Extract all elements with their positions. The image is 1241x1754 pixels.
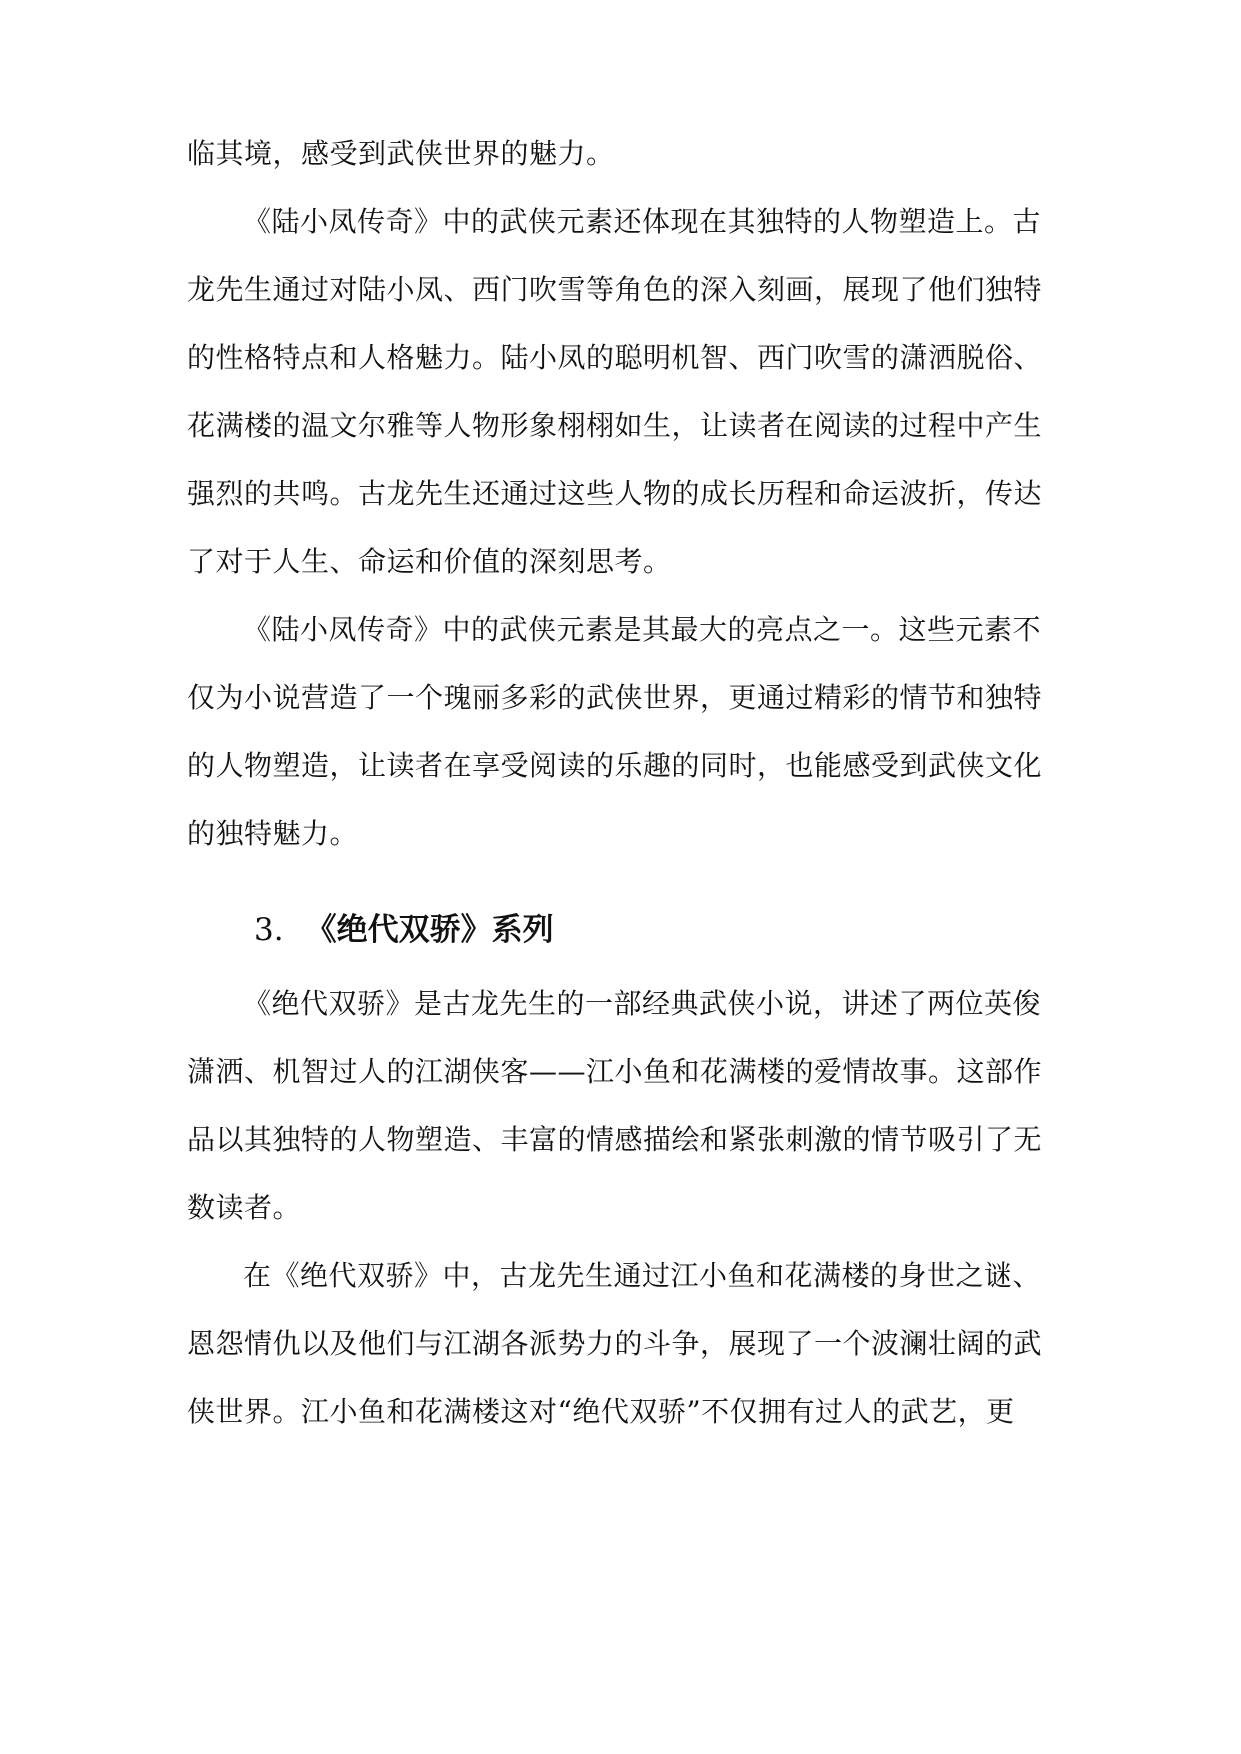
paragraph-line: 《陆小凤传奇》中的武侠元素还体现在其独特的人物塑造上。古 <box>243 205 1042 238</box>
paragraph-line: 在《绝代双骄》中，古龙先生通过江小鱼和花满楼的身世之谜、 <box>243 1259 1042 1292</box>
paragraph-line: 的独特魅力。 <box>187 817 359 850</box>
paragraph-line: 恩怨情仇以及他们与江湖各派势力的斗争，展现了一个波澜壮阔的武 <box>187 1327 1043 1360</box>
paragraph-line: 侠世界。江小鱼和花满楼这对“绝代双骄”不仅拥有过人的武艺，更 <box>187 1395 1015 1428</box>
paragraph-line: 的性格特点和人格魅力。陆小凤的聪明机智、西门吹雪的潇洒脱俗、 <box>187 341 1043 374</box>
paragraph-line: 强烈的共鸣。古龙先生还通过这些人物的成长历程和命运波折，传达 <box>187 477 1043 510</box>
paragraph-line: 花满楼的温文尔雅等人物形象栩栩如生，让读者在阅读的过程中产生 <box>187 409 1043 442</box>
paragraph-line: 潇洒、机智过人的江湖侠客——江小鱼和花满楼的爱情故事。这部作 <box>187 1055 1043 1088</box>
section-heading <box>254 908 554 952</box>
paragraph-line: 了对于人生、命运和价值的深刻思考。 <box>187 545 672 578</box>
paragraph-line: 《绝代双骄》是古龙先生的一部经典武侠小说，讲述了两位英俊 <box>243 987 1042 1020</box>
paragraph-line: 的人物塑造，让读者在享受阅读的乐趣的同时，也能感受到武侠文化 <box>187 749 1043 782</box>
paragraph-line: 龙先生通过对陆小凤、西门吹雪等角色的深入刻画，展现了他们独特 <box>187 273 1043 306</box>
paragraph-line: 数读者。 <box>187 1191 302 1224</box>
paragraph-line: 临其境，感受到武侠世界的魅力。 <box>187 137 615 170</box>
section-number: 3. <box>254 912 284 948</box>
paragraph-line: 品以其独特的人物塑造、丰富的情感描绘和紧张刺激的情节吸引了无 <box>187 1123 1043 1156</box>
paragraph-line: 《陆小凤传奇》中的武侠元素是其最大的亮点之一。这些元素不 <box>243 613 1042 646</box>
paragraph-line: 仅为小说营造了一个瑰丽多彩的武侠世界，更通过精彩的情节和独特 <box>187 681 1043 714</box>
section-title: 《绝代双骄》系列 <box>305 912 554 948</box>
